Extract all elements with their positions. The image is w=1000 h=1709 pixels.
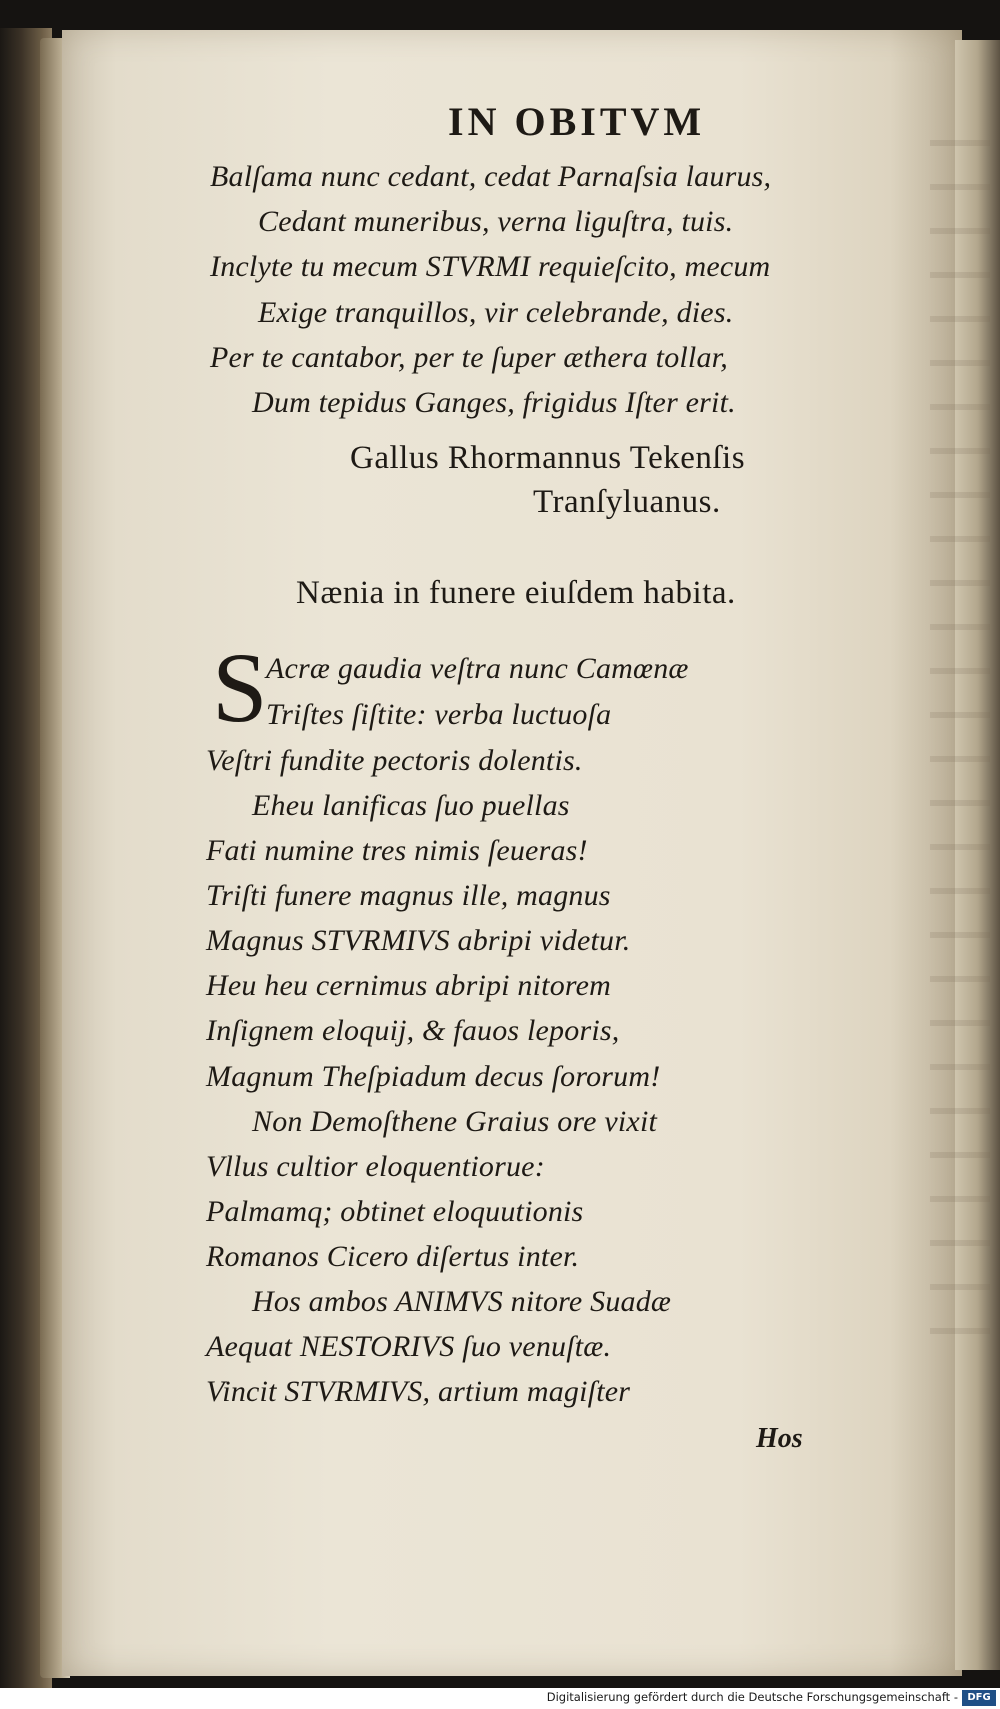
poem2-line-15: Hos ambos ANIMVS nitore Suadæ xyxy=(252,1285,672,1318)
author-origin: Tranſyluanus. xyxy=(533,484,721,520)
poem2-line-11: Non Demoſthene Graius ore vixit xyxy=(252,1105,658,1138)
author-name: Gallus Rhormannus Tekenſis xyxy=(350,440,746,476)
poem2-line-6: Triſti funere magnus ille, magnus xyxy=(206,879,611,912)
poem2-line-9: Inſignem eloquij, & fauos leporis, xyxy=(206,1014,620,1047)
footer-credit: Digitalisierung gefördert durch die Deutsche Forschungsgemeinschaft - xyxy=(546,1690,958,1704)
poem1-line-4: Exige tranquillos, vir celebrande, dies. xyxy=(258,296,734,329)
poem2-line-16: Aequat NESTORIVS ſuo venuſtæ. xyxy=(206,1330,612,1363)
poem2-line-4: Eheu lanificas ſuo puellas xyxy=(252,789,570,822)
poem1-line-5: Per te cantabor, per te ſuper æthera tollar, xyxy=(210,341,728,374)
poem2-line-8: Heu heu cernimus abripi nitorem xyxy=(206,969,612,1002)
poem1-line-3: Inclyte tu mecum STVRMI requieſcito, mecum xyxy=(210,250,771,283)
poem1-line-6: Dum tepidus Ganges, frigidus Iſter erit. xyxy=(252,386,736,419)
poem2-line-10: Magnum Theſpiadum decus ſororum! xyxy=(206,1060,661,1093)
dfg-logo-icon: DFG xyxy=(962,1690,996,1706)
poem2-line-14: Romanos Cicero diſertus inter. xyxy=(206,1240,580,1273)
poem2-line-17: Vincit STVRMIVS, artium magiſter xyxy=(206,1375,631,1408)
catchword: Hos xyxy=(756,1423,803,1454)
poem1-line-1: Balſama nunc cedant, cedat Parnaſsia laurus, xyxy=(210,160,772,193)
poem2-line-13: Palmamq; obtinet eloquutionis xyxy=(206,1195,584,1228)
drop-cap: S xyxy=(212,632,268,743)
poem2-title: Nænia in funere eiuſdem habita. xyxy=(296,575,736,611)
poem2-line-3: Veſtri fundite pectoris dolentis. xyxy=(206,744,583,777)
poem2-line-1: Acræ gaudia veſtra nunc Camœnæ xyxy=(266,652,689,685)
poem2-line-12: Vllus cultior eloquentiorue: xyxy=(206,1150,545,1183)
running-header: IN OBITVM xyxy=(448,99,706,144)
poem2-line-2: Triſtes ſiſtite: verba luctuoſa xyxy=(266,698,612,731)
poem2-line-7: Magnus STVRMIVS abripi videtur. xyxy=(206,924,631,957)
show-through-bleed xyxy=(930,140,990,1340)
poem2-line-5: Fati numine tres nimis ſeueras! xyxy=(206,834,588,867)
poem1-line-2: Cedant muneribus, verna liguſtra, tuis. xyxy=(258,205,734,238)
